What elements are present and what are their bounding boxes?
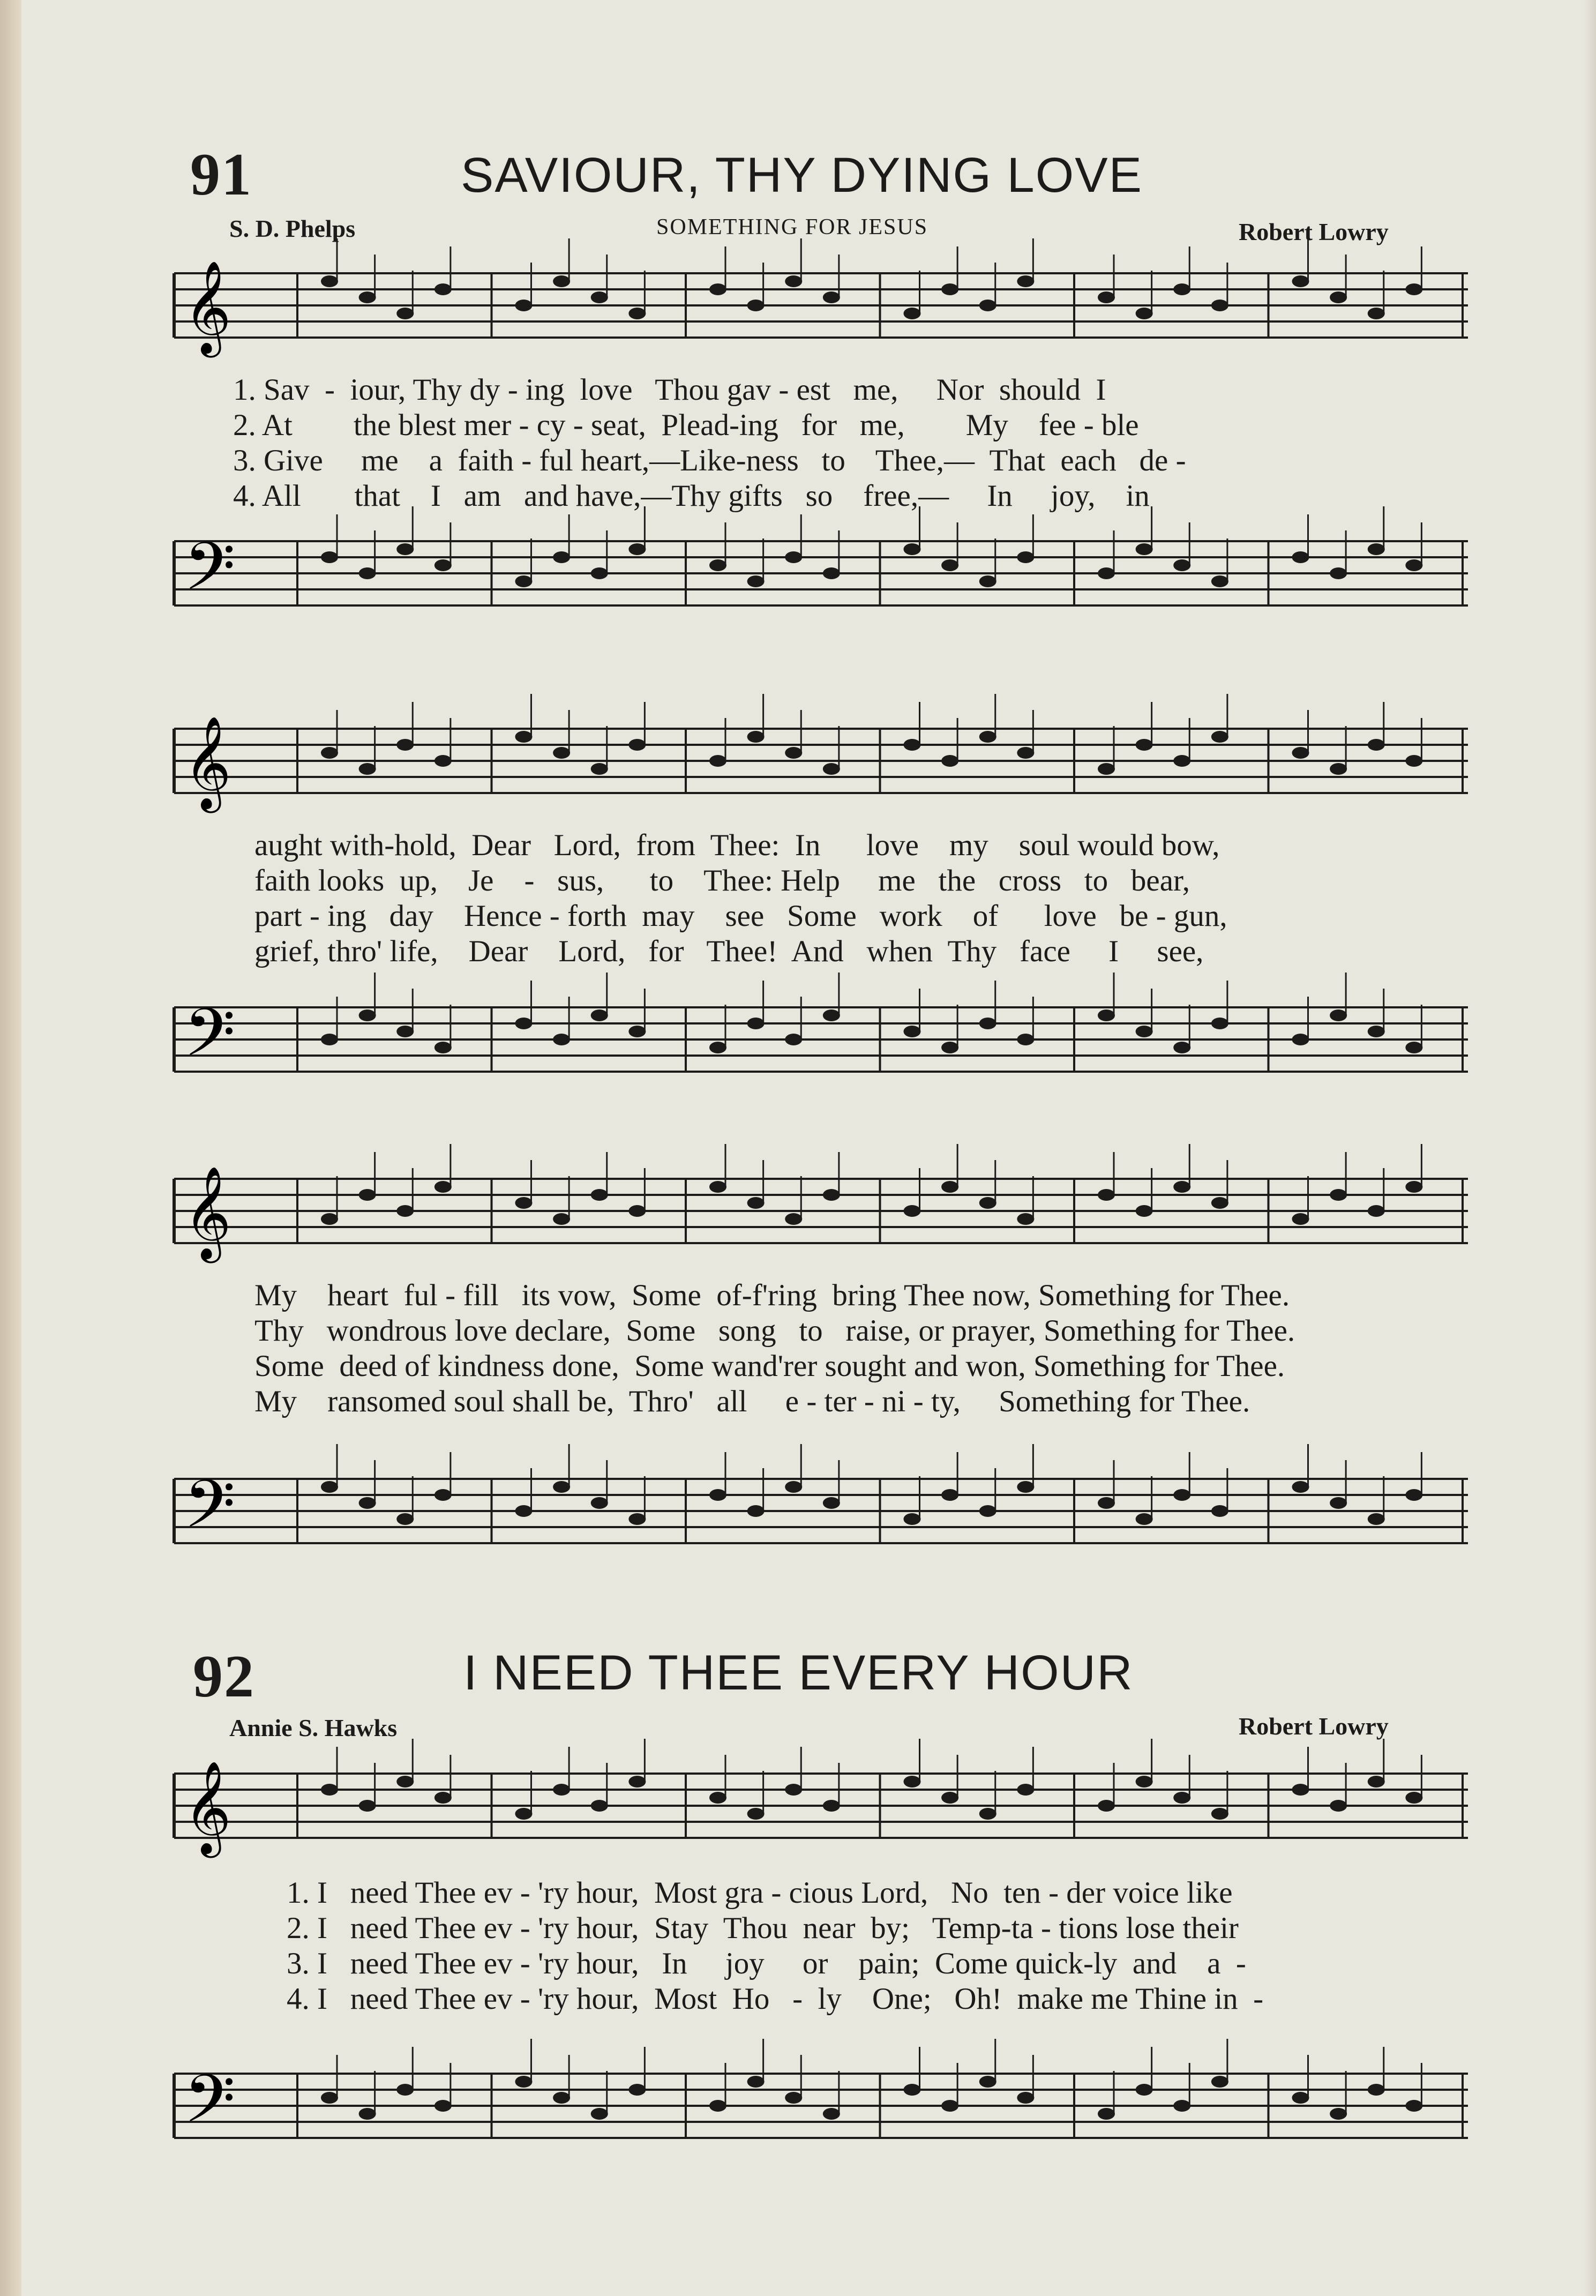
note-head	[1368, 1026, 1385, 1037]
note-head	[515, 575, 533, 587]
hymn-number: 92	[193, 1643, 255, 1710]
note-head	[785, 747, 802, 759]
note-head	[553, 2092, 570, 2104]
lyric-line-verse-2: 2. At the blest mer - cy - seat, Plead-ing for me, My fee - ble	[233, 408, 1139, 442]
note-head	[785, 1481, 802, 1493]
treble-staff	[174, 1157, 1468, 1275]
note-head	[1017, 551, 1034, 563]
note-head	[1368, 1205, 1385, 1217]
note-head	[1136, 1513, 1153, 1525]
note-head	[396, 543, 414, 555]
note-head	[1017, 2092, 1034, 2104]
note-head	[1017, 747, 1034, 759]
note-head	[628, 543, 646, 555]
note-head	[396, 1205, 414, 1217]
treble-staff	[174, 252, 1468, 370]
note-head	[1098, 567, 1115, 579]
note-head	[515, 2076, 533, 2088]
note-head	[1292, 1784, 1309, 1796]
composer-credit: Robert Lowry	[1239, 1712, 1389, 1740]
note-head	[1330, 763, 1347, 775]
note-head	[979, 1197, 996, 1209]
note-head	[823, 567, 840, 579]
note-head	[941, 1489, 958, 1501]
note-head	[1017, 1034, 1034, 1045]
note-head	[709, 283, 726, 295]
note-head	[1098, 1800, 1115, 1812]
lyric-line-verse-3: 3. I need Thee ev - 'ry hour, In joy or pain; Come quick-ly and a -	[287, 1947, 1246, 1980]
note-head	[747, 731, 765, 743]
lyricist-credit: Annie S. Hawks	[229, 1714, 398, 1741]
note-head	[709, 1181, 726, 1193]
hymn-number: 91	[190, 141, 252, 208]
lyric-line-verse-4: 4. All that I am and have,—Thy gifts so free,— In joy, in	[233, 479, 1150, 513]
note-head	[553, 551, 570, 563]
note-head	[904, 1026, 921, 1037]
note-head	[1098, 1189, 1115, 1201]
hymn-title: I NEED THEE EVERY HOUR	[463, 1646, 1134, 1700]
note-head	[1098, 291, 1115, 303]
bass-staff	[174, 1457, 1468, 1575]
note-head	[515, 1018, 533, 1029]
lyric-line-verse-3: part - ing day Hence - forth may see Some work of love be - gun,	[254, 899, 1227, 933]
note-head	[1211, 731, 1228, 743]
note-head	[747, 1018, 765, 1029]
note-head	[1017, 1213, 1034, 1225]
note-head	[979, 300, 996, 311]
note-head	[359, 1497, 376, 1509]
note-head	[396, 1513, 414, 1525]
bass-clef-icon: 𝄢	[184, 2061, 236, 2154]
note-head	[321, 1213, 338, 1225]
note-head	[941, 283, 958, 295]
note-head	[1330, 1800, 1347, 1812]
note-head	[434, 1181, 452, 1193]
note-head	[941, 2100, 958, 2112]
tune-name: SOMETHING FOR JESUS	[656, 215, 928, 240]
note-head	[904, 1776, 921, 1788]
note-head	[823, 1800, 840, 1812]
note-head	[1211, 575, 1228, 587]
note-head	[515, 1505, 533, 1517]
note-head	[823, 763, 840, 775]
note-head	[628, 1205, 646, 1217]
note-head	[434, 283, 452, 295]
note-head	[979, 575, 996, 587]
note-head	[515, 1808, 533, 1820]
note-head	[1211, 300, 1228, 311]
note-head	[553, 275, 570, 287]
note-head	[904, 543, 921, 555]
note-head	[785, 2092, 802, 2104]
composer-credit: Robert Lowry	[1239, 218, 1389, 245]
note-head	[1330, 1009, 1347, 1021]
note-head	[1098, 1009, 1115, 1021]
note-head	[823, 291, 840, 303]
note-head	[941, 559, 958, 571]
note-head	[515, 1197, 533, 1209]
note-head	[1173, 1181, 1190, 1193]
music-system	[174, 1752, 1468, 2159]
note-head	[396, 739, 414, 751]
note-head	[709, 1489, 726, 1501]
note-head	[1330, 1189, 1347, 1201]
note-head	[1292, 1481, 1309, 1493]
note-head	[979, 731, 996, 743]
note-head	[553, 1213, 570, 1225]
note-head	[1211, 2076, 1228, 2088]
note-head	[823, 1189, 840, 1201]
note-head	[1368, 543, 1385, 555]
note-head	[1173, 1042, 1190, 1053]
note-head	[359, 291, 376, 303]
note-head	[628, 1776, 646, 1788]
note-head	[823, 1009, 840, 1021]
lyric-line-verse-1: aught with-hold, Dear Lord, from Thee: In love my soul would bow,	[254, 828, 1220, 862]
lyric-line-verse-3: 3. Give me a faith - ful heart,—Like-ness to Thee,— That each de -	[233, 444, 1186, 477]
lyric-line-verse-1: My heart ful - fill its vow, Some of-f'ring bring Thee now, Something for Thee.	[254, 1278, 1290, 1312]
note-head	[1017, 1481, 1034, 1493]
note-head	[1173, 755, 1190, 767]
note-head	[591, 1009, 608, 1021]
music-system	[174, 252, 1468, 638]
note-head	[1292, 747, 1309, 759]
note-head	[785, 1034, 802, 1045]
bass-staff	[174, 520, 1468, 638]
note-head	[515, 731, 533, 743]
note-head	[321, 275, 338, 287]
note-head	[1292, 275, 1309, 287]
note-head	[823, 1497, 840, 1509]
note-head	[709, 559, 726, 571]
lyric-line-verse-3: Some deed of kindness done, Some wand'rer sought and won, Something for Thee.	[254, 1349, 1285, 1383]
note-head	[1368, 739, 1385, 751]
note-head	[434, 755, 452, 767]
note-head	[1405, 2100, 1422, 2112]
note-head	[785, 1784, 802, 1796]
note-head	[591, 2108, 608, 2120]
note-head	[709, 2100, 726, 2112]
note-head	[628, 308, 646, 319]
note-head	[1405, 559, 1422, 571]
note-head	[785, 551, 802, 563]
note-head	[1098, 2108, 1115, 2120]
note-head	[553, 1784, 570, 1796]
note-head	[553, 1481, 570, 1493]
note-head	[1405, 1042, 1422, 1053]
lyric-line-verse-2: Thy wondrous love declare, Some song to raise, or prayer, Something for Thee.	[254, 1314, 1295, 1348]
note-head	[553, 1034, 570, 1045]
note-head	[979, 2076, 996, 2088]
note-head	[1405, 1792, 1422, 1804]
note-head	[709, 1792, 726, 1804]
note-head	[1098, 763, 1115, 775]
note-head	[1173, 559, 1190, 571]
lyric-line-verse-1: 1. I need Thee ev - 'ry hour, Most gra - cious Lord, No ten - der voice like	[287, 1876, 1233, 1910]
note-head	[1136, 308, 1153, 319]
note-head	[1211, 1018, 1228, 1029]
note-head	[359, 763, 376, 775]
note-head	[941, 1792, 958, 1804]
note-head	[747, 575, 765, 587]
lyric-line-verse-1: 1. Sav - iour, Thy dy - ing love Thou gav - est me, Nor should I	[233, 373, 1106, 407]
lyric-line-verse-4: My ransomed soul shall be, Thro' all e - ter - ni - ty, Something for Thee.	[254, 1385, 1250, 1418]
note-head	[1292, 1034, 1309, 1045]
note-head	[1368, 1776, 1385, 1788]
note-head	[709, 1042, 726, 1053]
note-head	[1017, 1784, 1034, 1796]
note-head	[823, 2108, 840, 2120]
note-head	[515, 300, 533, 311]
note-head	[1173, 1489, 1190, 1501]
note-head	[396, 1026, 414, 1037]
note-head	[321, 1481, 338, 1493]
note-head	[396, 2084, 414, 2096]
note-head	[785, 1213, 802, 1225]
hymn-title: SAVIOUR, THY DYING LOVE	[461, 148, 1143, 203]
bass-staff	[174, 986, 1468, 1104]
note-head	[941, 1042, 958, 1053]
lyricist-credit: S. D. Phelps	[229, 215, 356, 242]
note-head	[1330, 567, 1347, 579]
note-head	[628, 1026, 646, 1037]
note-head	[1405, 1181, 1422, 1193]
note-head	[1292, 2092, 1309, 2104]
bass-clef-icon: 𝄢	[184, 528, 236, 622]
note-head	[628, 739, 646, 751]
note-head	[1211, 1505, 1228, 1517]
note-head	[1330, 2108, 1347, 2120]
note-head	[1211, 1808, 1228, 1820]
note-head	[591, 1497, 608, 1509]
note-head	[1136, 739, 1153, 751]
note-head	[904, 2084, 921, 2096]
note-head	[396, 1776, 414, 1788]
note-head	[553, 747, 570, 759]
note-head	[1173, 1792, 1190, 1804]
note-head	[747, 1505, 765, 1517]
treble-clef-icon: 𝄞	[184, 1761, 231, 1854]
note-head	[1136, 1205, 1153, 1217]
note-head	[359, 2108, 376, 2120]
note-head	[1136, 2084, 1153, 2096]
note-head	[904, 1205, 921, 1217]
note-head	[591, 1800, 608, 1812]
note-head	[321, 2092, 338, 2104]
lyric-line-verse-4: 4. I need Thee ev - 'ry hour, Most Ho - ly One; Oh! make me Thine in -	[287, 1982, 1264, 2016]
treble-clef-icon: 𝄞	[184, 1166, 231, 1259]
page-right-edge	[1584, 0, 1596, 2296]
note-head	[434, 559, 452, 571]
note-head	[591, 1189, 608, 1201]
note-head	[1405, 283, 1422, 295]
note-head	[1368, 1513, 1385, 1525]
note-head	[591, 291, 608, 303]
note-head	[904, 308, 921, 319]
note-head	[941, 1181, 958, 1193]
note-head	[359, 1189, 376, 1201]
music-system	[174, 707, 1468, 1093]
note-head	[1405, 755, 1422, 767]
note-head	[709, 755, 726, 767]
note-head	[396, 308, 414, 319]
note-head	[359, 567, 376, 579]
note-head	[434, 1489, 452, 1501]
note-head	[1098, 1497, 1115, 1509]
note-head	[747, 1197, 765, 1209]
note-head	[747, 1808, 765, 1820]
treble-staff	[174, 707, 1468, 825]
note-head	[1405, 1489, 1422, 1501]
note-head	[979, 1808, 996, 1820]
lyric-line-verse-4: grief, thro' life, Dear Lord, for Thee! And when Thy face I see,	[254, 934, 1204, 968]
music-system	[174, 1157, 1468, 1581]
note-head	[321, 551, 338, 563]
note-head	[1136, 543, 1153, 555]
note-head	[1330, 1497, 1347, 1509]
note-head	[1017, 275, 1034, 287]
note-head	[359, 1009, 376, 1021]
note-head	[1368, 2084, 1385, 2096]
note-head	[1173, 283, 1190, 295]
note-head	[1173, 2100, 1190, 2112]
treble-clef-icon: 𝄞	[184, 716, 231, 809]
note-head	[747, 300, 765, 311]
note-head	[904, 1513, 921, 1525]
note-head	[1330, 291, 1347, 303]
note-head	[321, 1034, 338, 1045]
note-head	[321, 1784, 338, 1796]
bass-clef-icon: 𝄢	[184, 994, 236, 1088]
note-head	[321, 747, 338, 759]
note-head	[359, 1800, 376, 1812]
note-head	[591, 567, 608, 579]
note-head	[1136, 1776, 1153, 1788]
note-head	[1292, 1213, 1309, 1225]
note-head	[434, 1792, 452, 1804]
note-head	[979, 1018, 996, 1029]
lyric-line-verse-2: 2. I need Thee ev - 'ry hour, Stay Thou near by; Temp-ta - tions lose their	[287, 1911, 1239, 1945]
note-head	[1136, 1026, 1153, 1037]
note-head	[785, 275, 802, 287]
note-head	[747, 2076, 765, 2088]
note-head	[591, 763, 608, 775]
note-head	[628, 2084, 646, 2096]
page-binding-edge	[0, 0, 21, 2296]
note-head	[979, 1505, 996, 1517]
treble-staff	[174, 1752, 1468, 1870]
bass-staff	[174, 2052, 1468, 2170]
note-head	[941, 755, 958, 767]
note-head	[1368, 308, 1385, 319]
note-head	[434, 2100, 452, 2112]
treble-clef-icon: 𝄞	[184, 260, 231, 354]
note-head	[1211, 1197, 1228, 1209]
lyric-line-verse-2: faith looks up, Je - sus, to Thee: Help me the cross to bear,	[254, 864, 1190, 898]
note-head	[904, 739, 921, 751]
note-head	[1292, 551, 1309, 563]
note-head	[434, 1042, 452, 1053]
bass-clef-icon: 𝄢	[184, 1466, 236, 1559]
note-head	[628, 1513, 646, 1525]
